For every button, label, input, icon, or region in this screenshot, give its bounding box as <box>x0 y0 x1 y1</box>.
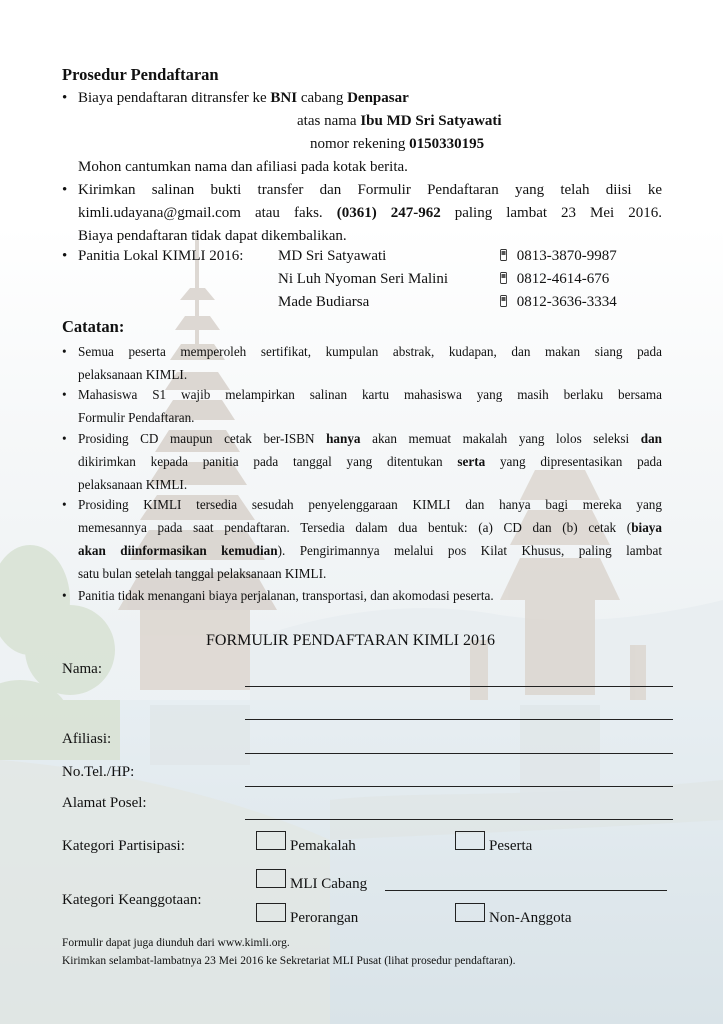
send-line-3: Biaya pendaftaran tidak dapat dikembalikan. <box>78 228 347 244</box>
mli-cabang-checkbox[interactable] <box>256 869 286 888</box>
bullet: • <box>62 182 68 198</box>
note-4-line-2: memesannya pada saat pendaftaran. Tersedia dalam dua bentuk: (a) CD dan (b) cetak (biaya <box>78 520 662 535</box>
non-anggota-checkbox[interactable] <box>455 903 485 922</box>
committee-member <box>278 268 448 291</box>
member-name: Made Budiarsa <box>278 294 370 310</box>
send-item <box>62 179 662 248</box>
transfer-item <box>62 87 409 110</box>
phone-number: 0812-3636-3334 <box>516 294 617 310</box>
note-1-line-2: pelaksanaan KIMLI. <box>78 367 188 382</box>
mli-cabang-label: MLI Cabang <box>290 876 368 892</box>
footer-line-1: Formulir dapat juga diunduh dari www.kimli.org. <box>62 937 290 949</box>
note-2 <box>62 383 662 429</box>
note-5-line-1: Panitia tidak menangani biaya perjalanan, transportasi, dan akomodasi peserta. <box>78 588 494 603</box>
committee-member <box>278 291 369 314</box>
bank-name: BNI <box>270 90 298 106</box>
mobile-phone-icon <box>500 272 507 284</box>
committee-member <box>278 245 386 268</box>
peserta-label: Peserta <box>489 838 533 854</box>
note-4-line-1: Prosiding KIMLI tersedia sesudah penyelenggaraan KIMLI dan hanya bagi mereka yang <box>78 497 662 512</box>
perorangan-checkbox[interactable] <box>256 903 286 922</box>
bullet: • <box>62 497 67 512</box>
mobile-phone-icon <box>500 295 507 307</box>
member-phone <box>500 291 617 314</box>
phone-number: 0812-4614-676 <box>516 271 610 287</box>
pemakalah-checkbox[interactable] <box>256 831 286 850</box>
send-deadline: paling lambat 23 Mei 2016. <box>440 205 662 221</box>
committee-item <box>62 245 244 268</box>
member-phone <box>500 245 617 268</box>
account-number-line <box>310 133 484 156</box>
send-email-text: kimli.udayana@gmail.com atau faks. <box>78 205 337 221</box>
nama-input-line-2[interactable] <box>245 719 673 720</box>
fax-number: (0361) 247-962 <box>336 205 441 221</box>
note-3-line-1: Prosiding CD maupun cetak ber-ISBN hanya akan memuat makalah yang lolos seleksi dan <box>78 431 662 446</box>
participation-label: Kategori Partisipasi: <box>62 838 185 854</box>
send-line-1: Kirimkan salinan bukti transfer dan Formulir Pendaftaran yang telah diisi ke <box>78 182 662 198</box>
committee-label: Panitia Lokal KIMLI 2016: <box>78 248 244 264</box>
bullet: • <box>62 588 67 603</box>
bullet: • <box>62 431 67 446</box>
note-3-line-3: pelaksanaan KIMLI. <box>78 477 188 492</box>
bullet: • <box>62 387 67 402</box>
account-name-label: atas nama <box>297 113 361 129</box>
mobile-phone-icon <box>500 249 507 261</box>
afiliasi-input-line[interactable] <box>245 753 673 754</box>
member-phone <box>500 268 609 291</box>
telp-label: No.Tel./HP: <box>62 764 135 780</box>
note-4 <box>62 493 662 585</box>
note-3 <box>62 427 662 496</box>
nama-label: Nama: <box>62 661 102 677</box>
bullet: • <box>62 344 67 359</box>
member-name: MD Sri Satyawati <box>278 248 387 264</box>
note-4-line-3: akan diinformasikan kemudian). Pengirimannya melalui pos Kilat Khusus, paling lambat <box>78 543 663 558</box>
account-name: Ibu MD Sri Satyawati <box>360 113 502 129</box>
email-label: Alamat Posel: <box>62 795 147 811</box>
membership-label: Kategori Keanggotaan: <box>62 892 202 908</box>
peserta-checkbox[interactable] <box>455 831 485 850</box>
afiliasi-label: Afiliasi: <box>62 731 112 747</box>
account-number: 0150330195 <box>409 136 485 152</box>
note-2-line-1: Mahasiswa S1 wajib melampirkan salinan kartu mahasiswa yang masih berlaku bersama <box>78 387 662 402</box>
mli-cabang-input-line[interactable] <box>385 890 667 891</box>
procedure-heading: Prosedur Pendaftaran <box>62 65 219 84</box>
note-3-line-2: dikirimkan kepada panitia pada tanggal yang ditentukan serta yang dipresentasikan pada <box>78 454 662 469</box>
perorangan-label: Perorangan <box>290 910 359 926</box>
footer-line-2: Kirimkan selambat-lambatnya 23 Mei 2016 ke Sekretariat MLI Pusat (lihat prosedur pendaftaran). <box>62 955 516 967</box>
form-title: FORMULIR PENDAFTARAN KIMLI 2016 <box>206 632 495 649</box>
note-5 <box>62 584 662 607</box>
nama-input-line-1[interactable] <box>245 686 673 687</box>
transfer-note: Mohon cantumkan nama dan afiliasi pada kotak berita. <box>78 159 408 175</box>
send-line-2 <box>78 202 662 225</box>
non-anggota-label: Non-Anggota <box>489 910 572 926</box>
notes-heading: Catatan: <box>62 317 125 336</box>
note-1 <box>62 340 662 386</box>
telp-input-line[interactable] <box>245 786 673 787</box>
phone-number: 0813-3870-9987 <box>516 248 617 264</box>
bullet: • <box>62 248 68 264</box>
transfer-prefix: Biaya pendaftaran ditransfer ke <box>78 90 271 106</box>
account-name-line <box>297 110 502 133</box>
member-name: Ni Luh Nyoman Seri Malini <box>278 271 448 287</box>
note-2-line-2: Formulir Pendaftaran. <box>78 410 195 425</box>
email-input-line[interactable] <box>245 819 673 820</box>
branch-label: cabang <box>297 90 348 106</box>
note-1-line-1: Semua peserta memperoleh sertifikat, kumpulan abstrak, kudapan, dan makan siang pada <box>78 344 662 359</box>
note-4-line-4: satu bulan setelah tanggal pelaksanaan KIMLI. <box>78 566 327 581</box>
account-number-label: nomor rekening <box>310 136 410 152</box>
pemakalah-label: Pemakalah <box>290 838 356 854</box>
bullet: • <box>62 90 68 106</box>
branch-name: Denpasar <box>347 90 409 106</box>
